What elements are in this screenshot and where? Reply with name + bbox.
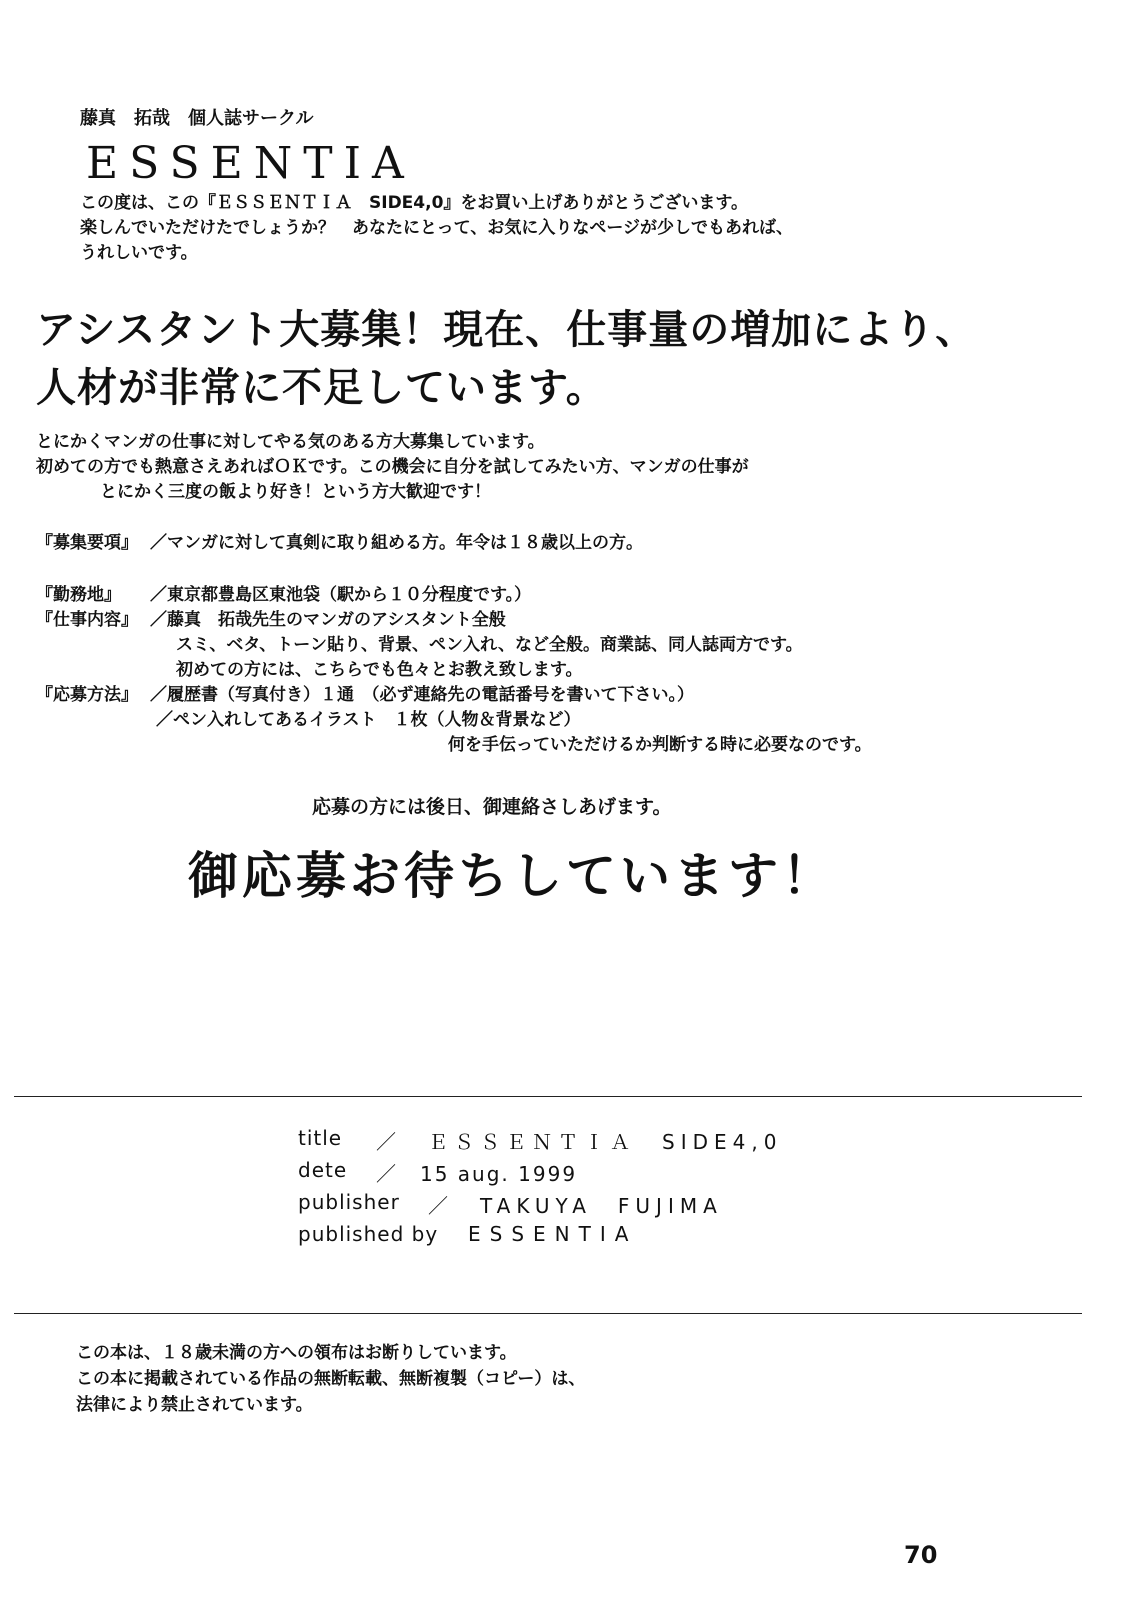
location-value: ／東京都豊島区東池袋（駅から１０分程度です。） <box>150 585 532 605</box>
job-detail-1: スミ、ベタ、トーン貼り、背景、ペン入れ、など全般。商業誌、同人誌両方です。 <box>176 635 803 655</box>
colophon-bottom-rule <box>14 1313 1082 1314</box>
job-value: ／藤真 拓哉先生のマンガのアシスタント全般 <box>150 610 506 630</box>
requirements-label: 『募集要項』 <box>36 533 138 553</box>
apply-label: 『応募方法』 <box>36 685 138 705</box>
colophon-publisher-value: ／ TAKUYA FUJIMA <box>428 1194 723 1218</box>
warning-line-3: 法律により禁止されています。 <box>76 1395 313 1415</box>
job-detail-2: 初めての方には、こちらでも色々とお教え致します。 <box>176 660 583 680</box>
location-label: 『勤務地』 <box>36 585 121 605</box>
intro-line-2: 初めての方でも熱意さえあればＯＫです。この機会に自分を試してみたい方、マンガの仕事が <box>36 457 749 477</box>
colophon-date-label: dete <box>298 1158 348 1182</box>
warning-line-1: この本は、１８歳未満の方への領布はお断りしています。 <box>76 1343 517 1363</box>
colophon-title-value: ／ ＥＳＳＥＮＴＩＡ SIDE4,0 <box>376 1130 783 1154</box>
intro-line-3: とにかく三度の飯より好き！という方大歓迎です！ <box>100 482 491 502</box>
colophon-published-by-row <box>298 1222 858 1252</box>
recruit-headline-1: アシスタント大募集！現在、仕事量の増加により、 <box>36 307 977 353</box>
recruit-headline-2: 人材が非常に不足しています。 <box>36 365 607 411</box>
colophon-title-label: title <box>298 1126 343 1150</box>
colophon-date-value: ／ 15 aug. 1999 <box>376 1162 578 1186</box>
apply-line-2: ／ペン入れしてあるイラスト １枚（人物＆背景など） <box>156 710 581 730</box>
colophon-published-by-value: ESSENTIA <box>468 1222 638 1246</box>
colophon-date-row <box>298 1158 858 1188</box>
thanks-line-3: うれしいです。 <box>80 243 198 263</box>
apply-value: ／履歴書（写真付き）１通 （必ず連絡先の電話番号を書いて下さい。） <box>150 685 694 705</box>
intro-line-1: とにかくマンガの仕事に対してやる気のある方大募集しています。 <box>36 432 545 452</box>
colophon-publisher-label: publisher <box>298 1190 400 1214</box>
apply-line-3: 何を手伝っていただけるか判断する時に必要なのです。 <box>448 735 872 755</box>
page-number: 70 <box>904 1541 938 1569</box>
warning-line-2: この本に掲載されている作品の無断転載、無断複製（コピー）は、 <box>76 1369 586 1389</box>
circle-line: 藤真 拓哉 個人誌サークル <box>80 108 314 129</box>
logo-text: ESSENTIA <box>86 138 415 189</box>
job-label: 『仕事内容』 <box>36 610 138 630</box>
colophon-title-row <box>298 1126 858 1156</box>
thanks-line-2: 楽しんでいただけたでしょうか？ あなたにとって、お気に入りなページが少しでもあれば、 <box>80 218 793 238</box>
colophon-top-rule <box>14 1096 1082 1097</box>
closing-message: 御応募お待ちしています！ <box>188 847 836 905</box>
colophon-published-by-label: published by <box>298 1222 439 1246</box>
contact-notice: 応募の方には後日、御連絡さしあげます。 <box>312 796 672 818</box>
colophon-publisher-row <box>298 1190 858 1220</box>
thanks-line-1: この度は、この『ＥＳＳＥＮＴＩＡ SIDE4,0』をお買い上げありがとうございます。 <box>80 193 749 213</box>
requirements-value: ／マンガに対して真剣に取り組める方。年令は１８歳以上の方。 <box>150 533 643 553</box>
